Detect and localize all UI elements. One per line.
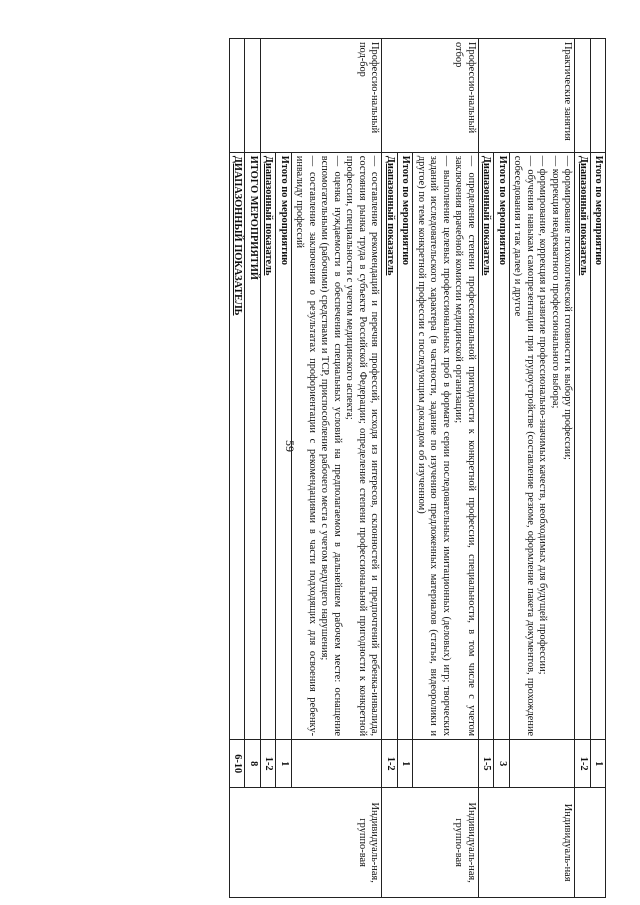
table-row bbox=[291, 39, 381, 898]
activities-table bbox=[229, 38, 606, 898]
table-row bbox=[397, 39, 412, 898]
table-row bbox=[413, 39, 478, 898]
table-row bbox=[382, 39, 397, 898]
table-row bbox=[590, 39, 605, 898]
grand-total-value: 8 bbox=[245, 740, 260, 788]
row-label: Итого по мероприятию bbox=[276, 152, 291, 739]
section-items bbox=[509, 152, 574, 739]
list-item: — составление заключения о результатах профориентации с рекомендациями в части подходящих для освоения ребенку-инвалиду профессий bbox=[294, 155, 318, 737]
section-name: Профессио-нальный отбор bbox=[382, 39, 478, 153]
row-value: 1-5 bbox=[478, 740, 493, 788]
section-items bbox=[291, 152, 381, 739]
list-item: — коррекция неадекватного профессионального выбора; bbox=[549, 155, 561, 409]
list-item: — выполнение целевых профессиональных проб в формате серии последовательных имитационных (деловых) игр; творческих заданий исследовательского характера (в частности, задание по изучению предложенных материалов (статьи, видеоролики и другое) по теме конкретной профессии с последующим докладом об изученном) bbox=[415, 155, 452, 737]
section-form: Индивидуаль-ная, группо-вая bbox=[229, 788, 381, 898]
row-value: 1 bbox=[590, 740, 605, 788]
row-value: 1 bbox=[397, 740, 412, 788]
section-form: Индивидуаль-ная, группо-вая bbox=[382, 788, 478, 898]
list-item: — оценка нуждаемости в обеспечении специальных условий на предполагаемом в дальнейшем рабочем месте: оснащение вспомогательными (рабочими) средствами и ТСР, приспособление рабочего места с учетом ведущего нарушения; bbox=[319, 155, 343, 737]
list-item: — определение степени профессиональной пригодности к конкретной профессии, специальности, в том числе с учетом заключения врачебной комиссии медицинской организации; bbox=[453, 155, 477, 737]
row-label: Диапазонный показатель bbox=[382, 152, 397, 739]
list-item: — составление рекомендаций и перечня профессий, исходя из интересов, склонностей и предпочтений ребенка-инвалида, состояния рынка труда в субъекте Российской Федерации; определение степени профессиональной пригодности к конкретной профессии, специальности с учетом медицинского аспекта; bbox=[344, 155, 381, 737]
rotated-table-container bbox=[66, 38, 606, 898]
page-number: 59 bbox=[283, 440, 297, 452]
table-row bbox=[509, 39, 574, 898]
grand-range-value: 6-10 bbox=[229, 740, 244, 788]
grand-range-label: ДИАПАЗОННЫЙ ПОКАЗАТЕЛЬ bbox=[229, 152, 244, 739]
section-name: Практические занятия bbox=[478, 39, 574, 153]
table-row bbox=[260, 39, 275, 898]
table-row bbox=[494, 39, 509, 898]
table-row bbox=[245, 39, 260, 898]
row-label: Диапазонный показатель bbox=[260, 152, 275, 739]
grand-total-label: ИТОГО МЕРОПРИЯТИЙ bbox=[245, 152, 260, 739]
row-value: 1-2 bbox=[260, 740, 275, 788]
table-row bbox=[276, 39, 291, 898]
row-label: Итого по мероприятию bbox=[397, 152, 412, 739]
table-row bbox=[229, 39, 244, 898]
section-form: Индивидуаль-ная bbox=[478, 788, 574, 898]
section-items bbox=[413, 152, 478, 739]
section-name: Профессио-нальный под-бор bbox=[260, 39, 381, 153]
row-label: Итого по мероприятию bbox=[590, 152, 605, 739]
table-row bbox=[575, 39, 590, 898]
list-item: — формирование психологической готовности к выбору профессии; bbox=[562, 155, 574, 460]
row-label: Диапазонный показатель bbox=[478, 152, 493, 739]
row-value: 1-2 bbox=[382, 740, 397, 788]
row-value: 1 bbox=[276, 740, 291, 788]
list-item: — обучения навыкам самопрезентации при трудоустройстве (составление резюме, оформление пакета документов, прохождение собеседования и так далее) и другое bbox=[512, 155, 536, 737]
list-item: — формирование, коррекция и развитие профессионально-значимых качеств, необходимых для будущей профессии; bbox=[537, 155, 549, 675]
row-label: Итого по мероприятию bbox=[494, 152, 509, 739]
row-value: 3 bbox=[494, 740, 509, 788]
row-label: Диапазонный показатель bbox=[575, 152, 590, 739]
row-value: 1-2 bbox=[575, 740, 590, 788]
table-row bbox=[478, 39, 493, 898]
